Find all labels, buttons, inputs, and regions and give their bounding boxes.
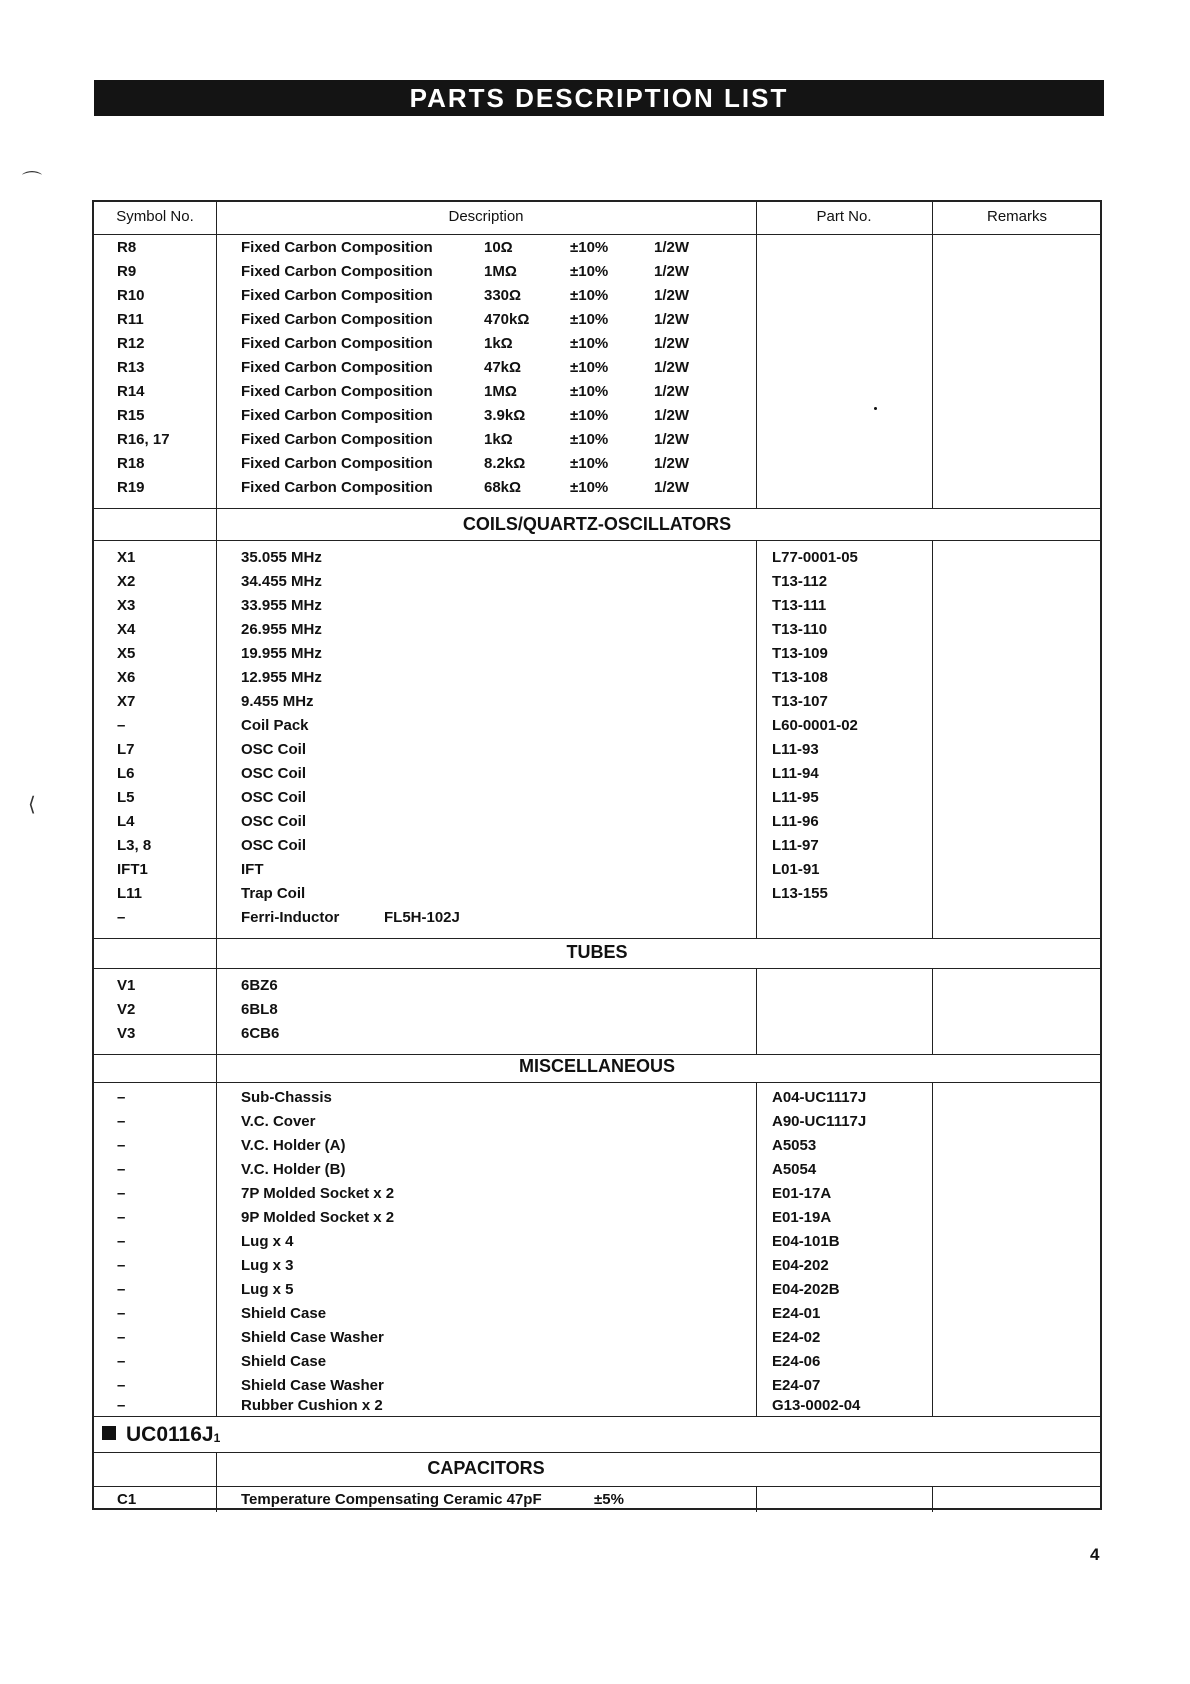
tolerance-cell: ±10% [570, 263, 609, 280]
symbol-cell: V1 [117, 977, 136, 994]
tolerance-cell: ±10% [570, 311, 609, 328]
table-row [94, 882, 1100, 906]
tolerance-cell: ±10% [570, 479, 609, 496]
tolerance-cell: ±10% [570, 431, 609, 448]
table-row [94, 570, 1100, 594]
symbol-cell: L4 [117, 813, 135, 830]
description-cell: 9.455 MHz [241, 693, 314, 710]
symbol-cell: R13 [117, 359, 145, 376]
table-row [94, 236, 1100, 260]
part-number-cell: T13-109 [772, 645, 828, 662]
row-divider [94, 1486, 1100, 1487]
table-row [94, 380, 1100, 404]
table-row [94, 1134, 1100, 1158]
table-row [94, 476, 1100, 500]
symbol-cell: – [117, 1161, 126, 1178]
table-row [94, 714, 1100, 738]
symbol-cell: R19 [117, 479, 145, 496]
description-cell: Fixed Carbon Composition [241, 359, 433, 376]
description-cell: 26.955 MHz [241, 621, 322, 638]
wattage-cell: 1/2W [654, 311, 690, 328]
scan-mark: ⌒ [22, 171, 42, 193]
wattage-cell: 1/2W [654, 479, 690, 496]
part-number-cell: L60-0001-02 [772, 717, 858, 734]
table-row [94, 428, 1100, 452]
part-number-cell: L13-155 [772, 885, 828, 902]
tolerance-cell: ±10% [570, 455, 609, 472]
wattage-cell: 1/2W [654, 287, 690, 304]
table-row [94, 810, 1100, 834]
table-row [94, 284, 1100, 308]
symbol-cell: V2 [117, 1001, 136, 1018]
description-cell: 33.955 MHz [241, 597, 322, 614]
table-row [94, 690, 1100, 714]
wattage-cell: 1/2W [654, 407, 690, 424]
value-cell: 47kΩ [484, 359, 522, 376]
description-cell: V.C. Holder (B) [241, 1161, 346, 1178]
table-row [94, 1254, 1100, 1278]
page-title: PARTS DESCRIPTION LIST [94, 80, 1104, 116]
part-number-cell: A5054 [772, 1161, 817, 1178]
symbol-cell: – [117, 1089, 126, 1106]
description-cell: 35.055 MHz [241, 549, 322, 566]
square-bullet-icon [102, 1426, 116, 1440]
description-cell: 7P Molded Socket x 2 [241, 1185, 395, 1202]
part-number-cell: E01-19A [772, 1209, 832, 1226]
symbol-cell: R11 [117, 311, 144, 328]
table-row [94, 1302, 1100, 1326]
description-cell: Fixed Carbon Composition [241, 239, 433, 256]
table-row [94, 1394, 1100, 1418]
wattage-cell: 1/2W [654, 263, 690, 280]
description-cell: 6BL8 [241, 1001, 278, 1018]
row-divider [94, 508, 1100, 509]
row-divider [94, 1452, 1100, 1453]
description-cell: Ferri-Inductor [241, 909, 340, 926]
symbol-header: Symbol No. [116, 208, 194, 225]
table-row [94, 998, 1100, 1022]
table-row [94, 546, 1100, 570]
table-row [94, 1230, 1100, 1254]
table-row [94, 1110, 1100, 1134]
value-cell: 3.9kΩ [484, 407, 526, 424]
value-cell: 330Ω [484, 287, 522, 304]
description-cell: Fixed Carbon Composition [241, 335, 433, 352]
value-cell: 1MΩ [484, 263, 517, 280]
table-row [94, 1350, 1100, 1374]
symbol-cell: – [117, 1329, 126, 1346]
part-number-cell: E24-02 [772, 1329, 821, 1346]
description-cell: V.C. Cover [241, 1113, 316, 1130]
description-cell: 34.455 MHz [241, 573, 322, 590]
description-cell: Fixed Carbon Composition [241, 431, 433, 448]
part-number-cell: E01-17A [772, 1185, 832, 1202]
part-number-cell: E04-202 [772, 1257, 829, 1274]
table-row [94, 762, 1100, 786]
wattage-cell: 1/2W [654, 359, 690, 376]
part-number-cell: L11-96 [772, 813, 819, 830]
symbol-cell: – [117, 1209, 126, 1226]
table-row [94, 666, 1100, 690]
value-cell: 1kΩ [484, 335, 513, 352]
row-divider [94, 938, 1100, 939]
row-divider [94, 540, 1100, 541]
part-number-cell: L01-91 [772, 861, 820, 878]
table-row [94, 834, 1100, 858]
symbol-cell: – [117, 1281, 126, 1298]
symbol-cell: – [117, 1377, 126, 1394]
symbol-cell: X3 [117, 597, 136, 614]
part-number-cell: A5053 [772, 1137, 817, 1154]
description-cell: Fixed Carbon Composition [241, 407, 433, 424]
table-row [94, 1488, 1100, 1512]
part-number-cell: G13-0002-04 [772, 1397, 861, 1414]
part-number-cell: E24-07 [772, 1377, 821, 1394]
table-row [94, 974, 1100, 998]
part-number-cell: E04-202B [772, 1281, 840, 1298]
wattage-cell: 1/2W [654, 431, 690, 448]
description-cell: Fixed Carbon Composition [241, 383, 433, 400]
description-cell: OSC Coil [241, 813, 307, 830]
section-title-tubes: TUBES [566, 942, 628, 962]
part-number-cell: L11-94 [772, 765, 819, 782]
part-number-cell: T13-107 [772, 693, 828, 710]
value-cell: 10Ω [484, 239, 513, 256]
description-cell: Coil Pack [241, 717, 309, 734]
symbol-cell: X5 [117, 645, 136, 662]
description-cell: V.C. Holder (A) [241, 1137, 346, 1154]
symbol-cell: R18 [117, 455, 145, 472]
part-number-cell: L11-97 [772, 837, 819, 854]
part-number-cell: A04-UC1117J [772, 1089, 867, 1106]
table-row [94, 356, 1100, 380]
description-cell: Shield Case [241, 1305, 327, 1322]
symbol-cell: – [117, 717, 126, 734]
description-cell: Rubber Cushion x 2 [241, 1397, 383, 1414]
value-cell: 470kΩ [484, 311, 530, 328]
tolerance-cell: ±10% [570, 359, 609, 376]
table-row [94, 618, 1100, 642]
tolerance-cell: ±10% [570, 287, 609, 304]
part-model-cell: FL5H-102J [384, 909, 460, 926]
value-cell: 68kΩ [484, 479, 522, 496]
table-row [94, 308, 1100, 332]
wattage-cell: 1/2W [654, 239, 690, 256]
value-cell: 1MΩ [484, 383, 517, 400]
symbol-cell: L5 [117, 789, 135, 806]
row-divider [94, 234, 1100, 235]
symbol-cell: X2 [117, 573, 136, 590]
table-row [94, 1086, 1100, 1110]
symbol-cell: X7 [117, 693, 136, 710]
description-cell: Fixed Carbon Composition [241, 287, 433, 304]
section-title-misc: MISCELLANEOUS [518, 1056, 675, 1076]
symbol-cell: L7 [117, 741, 135, 758]
description-cell: OSC Coil [241, 765, 307, 782]
table-row [94, 332, 1100, 356]
symbol-cell: R8 [117, 239, 137, 256]
table-row [94, 906, 1100, 930]
part-number-cell: E24-01 [772, 1305, 821, 1322]
symbol-cell: V3 [117, 1025, 136, 1042]
symbol-cell: R10 [117, 287, 145, 304]
table-row [94, 786, 1100, 810]
model-heading [102, 1420, 220, 1452]
table-row [94, 404, 1100, 428]
symbol-cell: R12 [117, 335, 145, 352]
symbol-cell: R14 [117, 383, 145, 400]
tolerance-cell: ±10% [570, 383, 609, 400]
description-cell: 19.955 MHz [241, 645, 322, 662]
wattage-cell: 1/2W [654, 383, 690, 400]
table-row [94, 858, 1100, 882]
part-number-cell: L11-95 [772, 789, 819, 806]
table-row [94, 1326, 1100, 1350]
table-row [94, 1278, 1100, 1302]
section-title-coils: COILS/QUARTZ-OSCILLATORS [462, 514, 732, 534]
row-divider [94, 968, 1100, 969]
description-cell: Shield Case Washer [241, 1329, 384, 1346]
table-row [94, 1158, 1100, 1182]
symbol-cell: L6 [117, 765, 135, 782]
part-number-cell: A90-UC1117J [772, 1113, 867, 1130]
description-cell: 6CB6 [241, 1025, 280, 1042]
part-header: Part No. [816, 208, 872, 225]
symbol-cell: IFT1 [117, 861, 148, 878]
wattage-cell: 1/2W [654, 455, 690, 472]
table-row [94, 594, 1100, 618]
description-cell: OSC Coil [241, 789, 307, 806]
wattage-cell: 1/2W [654, 335, 690, 352]
part-number-cell: L11-93 [772, 741, 819, 758]
model-name: UC0116J [126, 1423, 214, 1446]
symbol-cell: – [117, 1137, 126, 1154]
description-cell: Fixed Carbon Composition [241, 311, 433, 328]
symbol-cell: R9 [117, 263, 137, 280]
description-cell: OSC Coil [241, 837, 307, 854]
description-cell: Fixed Carbon Composition [241, 479, 433, 496]
value-cell: 8.2kΩ [484, 455, 526, 472]
symbol-cell: X6 [117, 669, 136, 686]
symbol-cell: R16, 17 [117, 431, 170, 448]
description-cell: OSC Coil [241, 741, 307, 758]
part-number-cell: E24-06 [772, 1353, 821, 1370]
description-cell: Fixed Carbon Composition [241, 263, 433, 280]
description-cell: Temperature Compensating Ceramic 47pF [241, 1491, 542, 1508]
description-cell: Lug x 5 [241, 1281, 294, 1298]
description-cell: 12.955 MHz [241, 669, 322, 686]
symbol-cell: – [117, 909, 126, 926]
tolerance-cell: ±5% [594, 1491, 624, 1508]
symbol-cell: – [117, 1233, 126, 1250]
symbol-cell: – [117, 1257, 126, 1274]
symbol-cell: L11 [117, 885, 143, 902]
table-row [94, 738, 1100, 762]
tolerance-cell: ±10% [570, 335, 609, 352]
symbol-cell: C1 [117, 1491, 137, 1508]
table-row [94, 642, 1100, 666]
row-divider [94, 1082, 1100, 1083]
model-suffix: 1 [213, 1431, 221, 1445]
parts-table [92, 200, 1102, 1510]
table-row [94, 1022, 1100, 1046]
tolerance-cell: ±10% [570, 407, 609, 424]
symbol-cell: X4 [117, 621, 136, 638]
description-cell: Trap Coil [241, 885, 306, 902]
part-number-cell: L77-0001-05 [772, 549, 858, 566]
table-row [94, 1182, 1100, 1206]
row-divider [94, 1054, 1100, 1055]
section-title-capacitors: CAPACITORS [427, 1458, 545, 1478]
symbol-cell: L3, 8 [117, 837, 152, 854]
description-cell: Fixed Carbon Composition [241, 455, 433, 472]
symbol-cell: – [117, 1113, 126, 1130]
description-cell: Lug x 3 [241, 1257, 294, 1274]
page-number: 4 [1090, 1545, 1100, 1564]
table-row [94, 1206, 1100, 1230]
description-cell: 6BZ6 [241, 977, 278, 994]
scan-mark: ⟨ [28, 794, 36, 816]
description-cell: Sub-Chassis [241, 1089, 332, 1106]
tolerance-cell: ±10% [570, 239, 609, 256]
description-cell: Shield Case [241, 1353, 327, 1370]
value-cell: 1kΩ [484, 431, 513, 448]
part-number-cell: T13-108 [772, 669, 828, 686]
description-cell: Lug x 4 [241, 1233, 294, 1250]
remarks-header: Remarks [986, 208, 1047, 225]
symbol-cell: R15 [117, 407, 145, 424]
part-number-cell: T13-110 [772, 621, 828, 638]
symbol-cell: – [117, 1397, 126, 1414]
description-cell: 9P Molded Socket x 2 [241, 1209, 395, 1226]
symbol-cell: X1 [117, 549, 136, 566]
symbol-cell: – [117, 1353, 126, 1370]
description-cell: Shield Case Washer [241, 1377, 384, 1394]
symbol-cell: – [117, 1305, 126, 1322]
table-row [94, 452, 1100, 476]
part-number-cell: E04-101B [772, 1233, 840, 1250]
part-number-cell: T13-112 [772, 573, 828, 590]
description-header: Description [448, 208, 524, 225]
part-number-cell: T13-111 [772, 597, 827, 614]
table-row [94, 260, 1100, 284]
symbol-cell: – [117, 1185, 126, 1202]
description-cell: IFT [241, 861, 264, 878]
